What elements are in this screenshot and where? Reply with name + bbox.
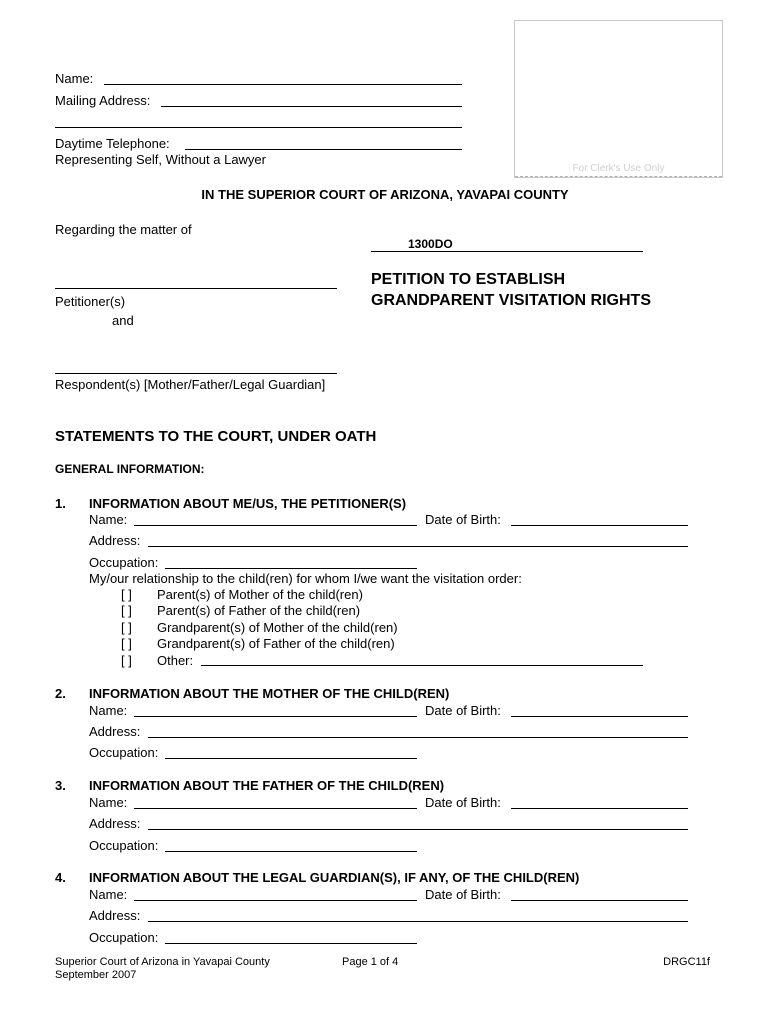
section-2-dob-label: Date of Birth: bbox=[425, 703, 501, 718]
statements-heading: STATEMENTS TO THE COURT, UNDER OATH bbox=[55, 428, 377, 445]
mailing-address-field-2[interactable] bbox=[55, 127, 462, 128]
section-4-address-field[interactable] bbox=[148, 921, 688, 922]
relationship-checkbox-2[interactable]: [ ] bbox=[121, 603, 132, 618]
regarding-label: Regarding the matter of bbox=[55, 222, 192, 237]
relationship-option-1: Parent(s) of Mother of the child(ren) bbox=[157, 587, 363, 602]
name-label: Name: bbox=[55, 71, 94, 86]
relationship-option-2: Parent(s) of Father of the child(ren) bbox=[157, 603, 361, 618]
footer-page-number: Page 1 of 4 bbox=[342, 956, 399, 968]
relationship-option-3: Grandparent(s) of Mother of the child(ren) bbox=[157, 620, 398, 635]
section-4-number: 4. bbox=[55, 870, 66, 885]
section-1-occupation-field[interactable] bbox=[165, 568, 417, 569]
section-3-number: 3. bbox=[55, 778, 66, 793]
document-title-line1: PETITION TO ESTABLISH bbox=[371, 271, 566, 288]
footer-form-id: DRGC11f bbox=[663, 956, 710, 968]
section-3-name-label: Name: bbox=[89, 795, 128, 810]
footer-court-name: Superior Court of Arizona in Yavapai County bbox=[55, 956, 270, 968]
section-4-title: INFORMATION ABOUT THE LEGAL GUARDIAN(S), IF ANY, OF THE CHILD(REN) bbox=[89, 870, 580, 885]
section-1-number: 1. bbox=[55, 496, 66, 511]
court-title: IN THE SUPERIOR COURT OF ARIZONA, YAVAPAI COUNTY bbox=[201, 187, 569, 202]
clerk-use-box bbox=[514, 20, 723, 178]
section-4-occupation-field[interactable] bbox=[165, 943, 417, 944]
section-1-dob-field[interactable] bbox=[511, 525, 688, 526]
section-1-address-label: Address: bbox=[89, 533, 141, 548]
relationship-checkbox-1[interactable]: [ ] bbox=[121, 587, 132, 602]
daytime-telephone-field[interactable] bbox=[185, 149, 462, 150]
section-2-title: INFORMATION ABOUT THE MOTHER OF THE CHILD(REN) bbox=[89, 686, 450, 701]
section-1-name-field[interactable] bbox=[134, 525, 417, 526]
section-4-dob-field[interactable] bbox=[511, 900, 688, 901]
section-3-address-label: Address: bbox=[89, 816, 141, 831]
relationship-checkbox-4[interactable]: [ ] bbox=[121, 636, 132, 651]
representing-self-text: Representing Self, Without a Lawyer bbox=[55, 152, 266, 167]
relationship-option-other: Other: bbox=[157, 653, 194, 668]
section-3-dob-label: Date of Birth: bbox=[425, 795, 501, 810]
petitioners-label: Petitioner(s) bbox=[55, 294, 126, 309]
clerk-box-dashed-border bbox=[515, 176, 722, 177]
section-4-dob-label: Date of Birth: bbox=[425, 887, 501, 902]
section-2-occupation-field[interactable] bbox=[165, 758, 417, 759]
section-4-occupation-label: Occupation: bbox=[89, 930, 159, 945]
section-4-address-label: Address: bbox=[89, 908, 141, 923]
section-4-name-label: Name: bbox=[89, 887, 128, 902]
section-3-title: INFORMATION ABOUT THE FATHER OF THE CHILD(REN) bbox=[89, 778, 445, 793]
section-2-address-label: Address: bbox=[89, 724, 141, 739]
mailing-address-field[interactable] bbox=[161, 106, 462, 107]
general-information-heading: GENERAL INFORMATION: bbox=[55, 462, 205, 476]
daytime-telephone-label: Daytime Telephone: bbox=[55, 136, 170, 151]
section-2-address-field[interactable] bbox=[148, 737, 688, 738]
footer-date: September 2007 bbox=[55, 969, 137, 981]
section-1-name-label: Name: bbox=[89, 512, 128, 527]
section-3-dob-field[interactable] bbox=[511, 808, 688, 809]
section-4-name-field[interactable] bbox=[134, 900, 417, 901]
section-2-name-field[interactable] bbox=[134, 716, 417, 717]
section-3-occupation-label: Occupation: bbox=[89, 838, 159, 853]
section-1-occupation-label: Occupation: bbox=[89, 555, 159, 570]
relationship-option-4: Grandparent(s) of Father of the child(ren) bbox=[157, 636, 395, 651]
section-2-number: 2. bbox=[55, 686, 66, 701]
relationship-other-field[interactable] bbox=[201, 665, 643, 666]
clerk-use-label: For Clerk's Use Only bbox=[572, 163, 665, 174]
relationship-prompt: My/our relationship to the child(ren) for whom I/we want the visitation order: bbox=[89, 571, 522, 586]
document-title-line2: GRANDPARENT VISITATION RIGHTS bbox=[371, 292, 651, 309]
section-3-name-field[interactable] bbox=[134, 808, 417, 809]
relationship-checkbox-3[interactable]: [ ] bbox=[121, 620, 132, 635]
section-2-name-label: Name: bbox=[89, 703, 128, 718]
section-2-occupation-label: Occupation: bbox=[89, 745, 159, 760]
section-3-occupation-field[interactable] bbox=[165, 851, 417, 852]
respondents-label: Respondent(s) [Mother/Father/Legal Guardian] bbox=[55, 377, 326, 392]
case-number: 1300DO bbox=[408, 237, 453, 251]
section-3-address-field[interactable] bbox=[148, 829, 688, 830]
and-label: and bbox=[112, 313, 134, 328]
section-2-dob-field[interactable] bbox=[511, 716, 688, 717]
relationship-checkbox-5[interactable]: [ ] bbox=[121, 653, 132, 668]
petitioner-name-field[interactable] bbox=[55, 288, 337, 289]
section-1-title: INFORMATION ABOUT ME/US, THE PETITIONER(S) bbox=[89, 496, 407, 511]
section-1-address-field[interactable] bbox=[148, 546, 688, 547]
name-field[interactable] bbox=[104, 84, 462, 85]
mailing-address-label: Mailing Address: bbox=[55, 93, 151, 108]
respondent-name-field[interactable] bbox=[55, 373, 337, 374]
section-1-dob-label: Date of Birth: bbox=[425, 512, 501, 527]
